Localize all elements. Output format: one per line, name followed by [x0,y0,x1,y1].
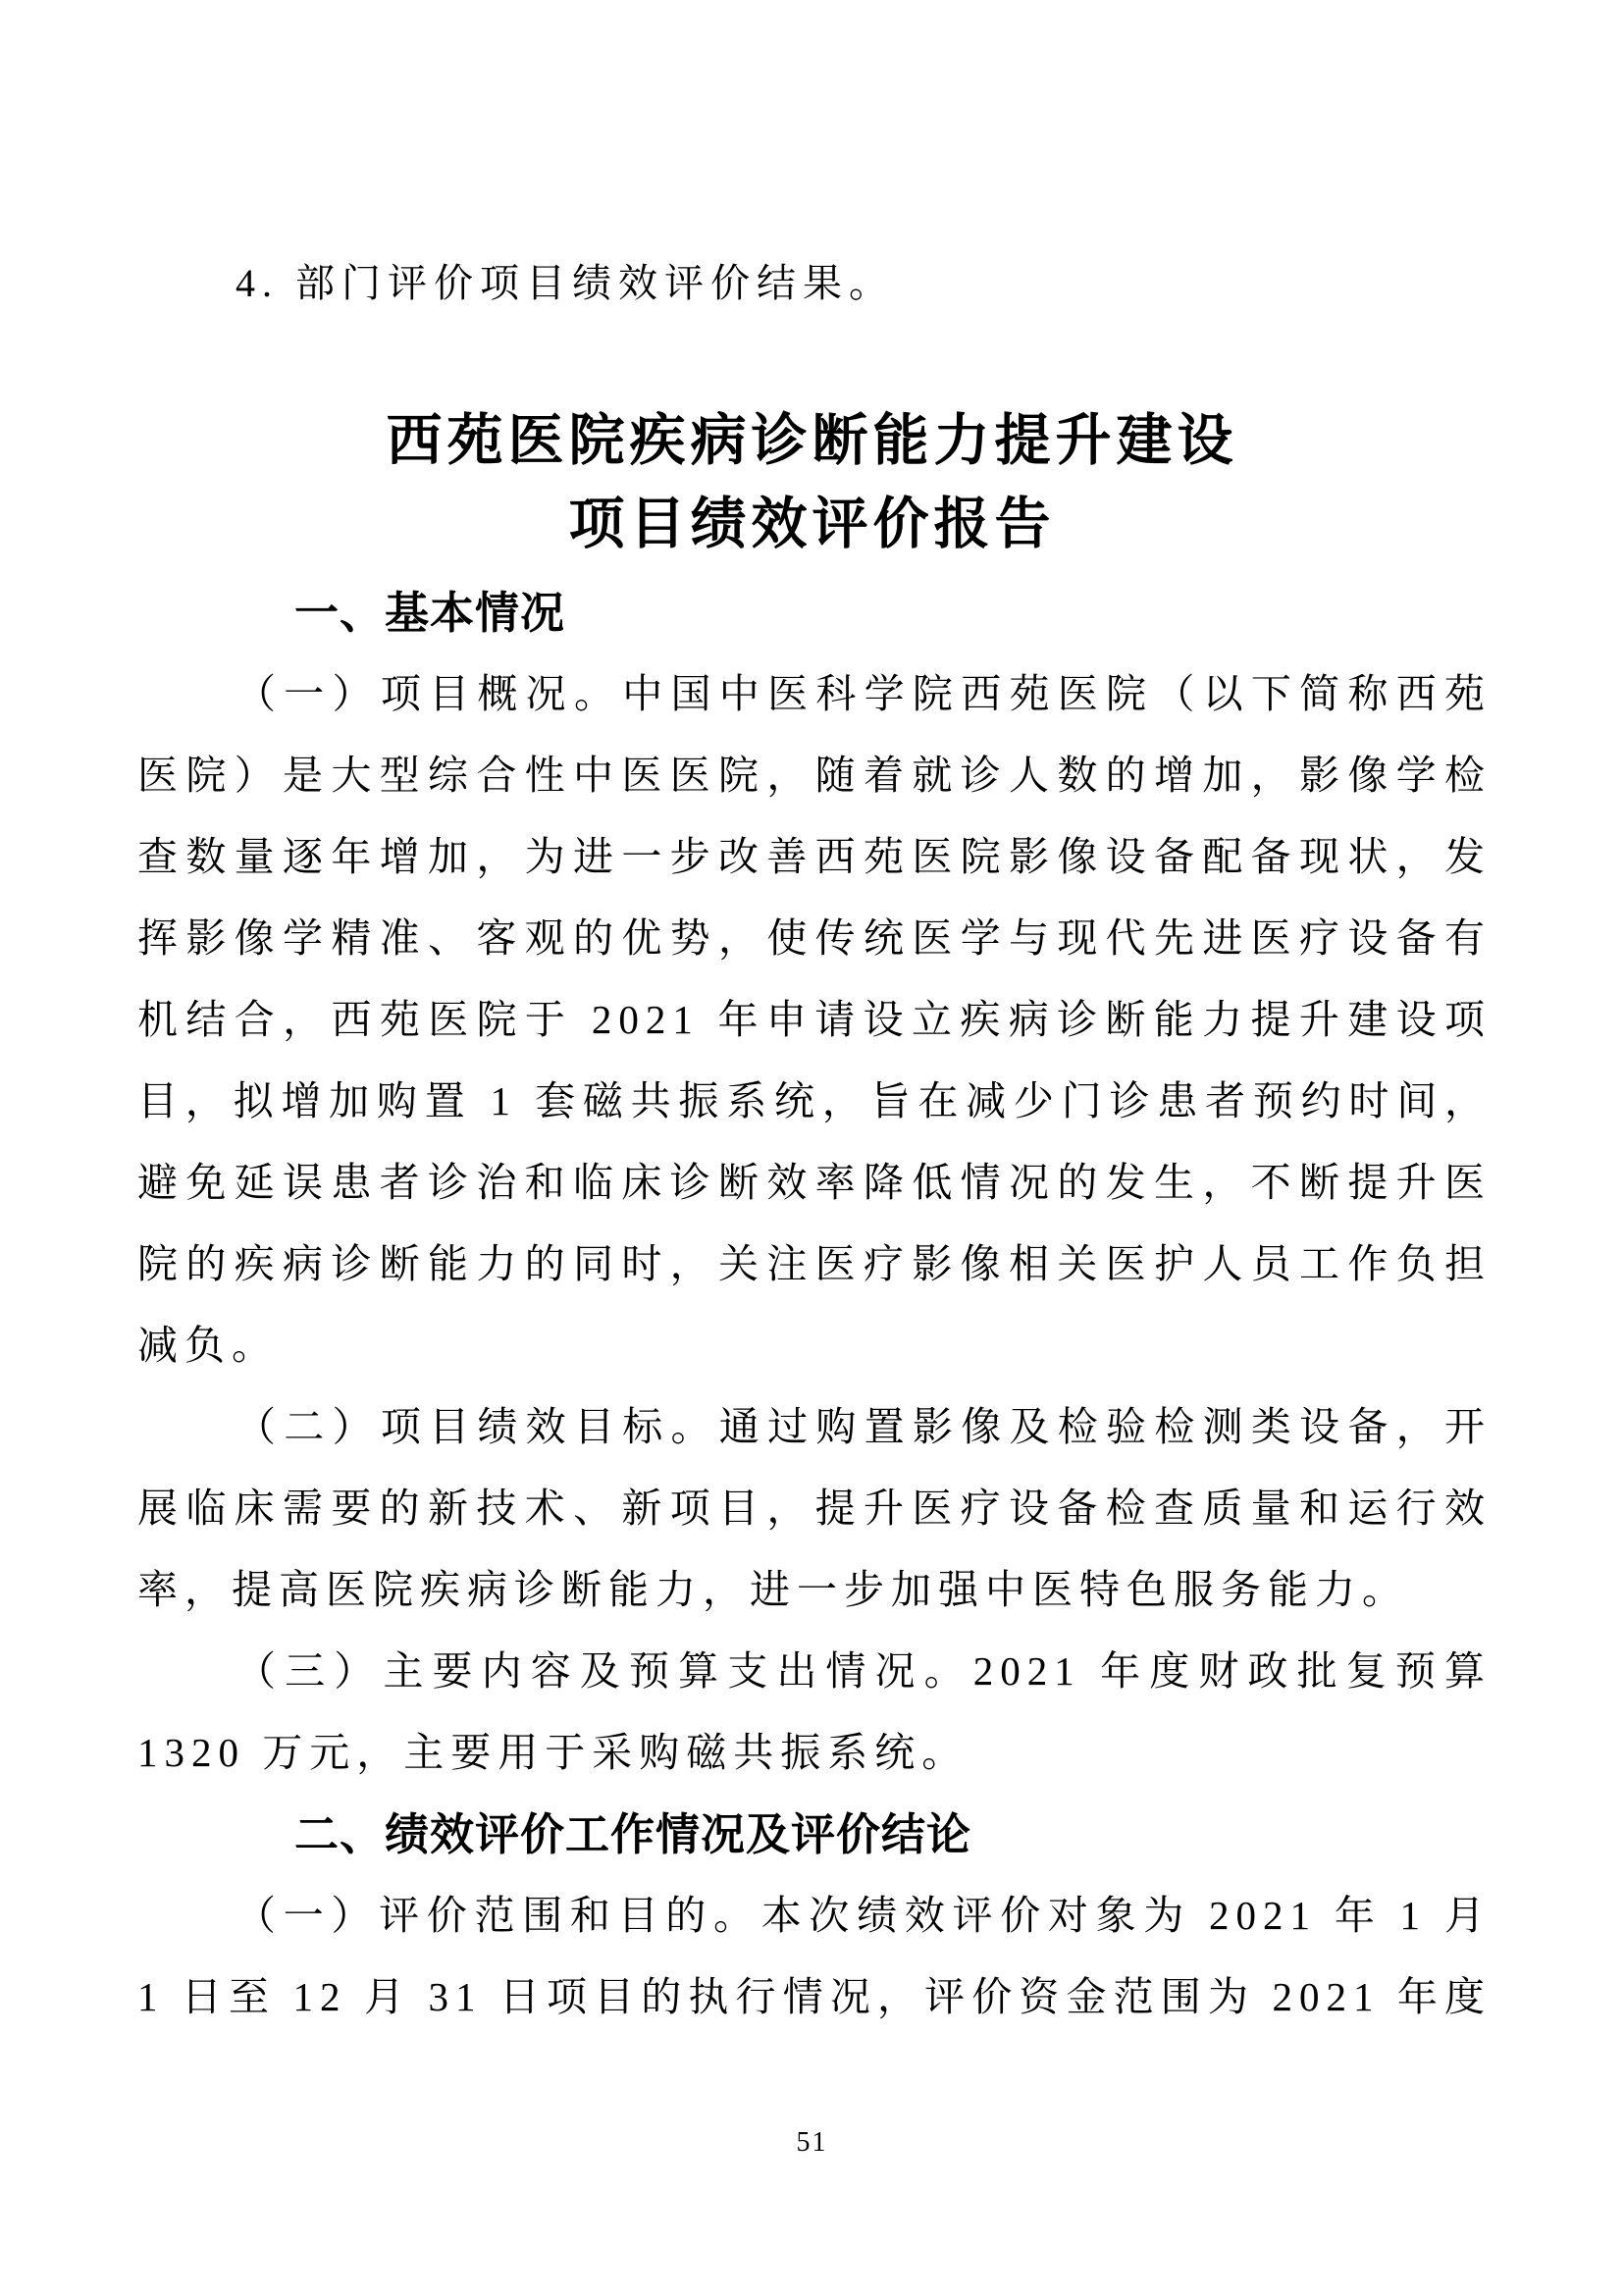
section-heading-evaluation-work: 二、绩效评价工作情况及评价结论 [294,1809,972,1859]
report-title-line2: 项目绩效评价报告 [568,494,1056,555]
paragraph-line: 减负。 [137,1323,279,1368]
paragraph-line: 机结合，西苑医院于 2021 年申请设立疾病诊断能力提升建设项 [137,997,1492,1042]
paragraph-line: （三）主要内容及预算支出情况。2021 年度财政批复预算 [236,1648,1492,1694]
paragraph-line: 展临床需要的新技术、新项目，提升医疗设备检查质量和运行效 [137,1486,1492,1531]
paragraph-line: （二）项目绩效目标。通过购置影像及检验检测类设备，开 [236,1404,1492,1449]
paragraph-line: 避免延误患者诊治和临床诊断效率降低情况的发生，不断提升医 [137,1160,1492,1205]
paragraph-line: 1 日至 12 月 31 日项目的执行情况，评价资金范围为 2021 年度 [137,1974,1492,2019]
paragraph-line: 目，拟增加购置 1 套磁共振系统，旨在减少门诊患者预约时间， [137,1078,1492,1123]
report-title [0,399,1624,566]
page-number: 51 [796,2127,828,2158]
paragraph-line: 挥影像学精准、客观的优势，使传统医学与现代先进医疗设备有 [137,915,1492,961]
paragraph-line: 院的疾病诊断能力的同时，关注医疗影像相关医护人员工作负担 [137,1241,1492,1286]
lead-paragraph: 4. 部门评价项目绩效评价结果。 [236,261,895,305]
section-heading-basic-info: 一、基本情况 [294,588,566,638]
paragraph-line: （一）评价范围和目的。本次绩效评价对象为 2021 年 1 月 [236,1893,1492,1938]
paragraph-line: （一）项目概况。中国中医科学院西苑医院（以下简称西苑 [236,671,1492,716]
paragraph-line: 查数量逐年增加，为进一步改善西苑医院影像设备配备现状，发 [137,834,1492,879]
paragraph-line: 1320 万元，主要用于采购磁共振系统。 [137,1730,969,1775]
report-body [137,572,1492,2038]
paragraph-line: 医院）是大型综合性中医医院，随着就诊人数的增加，影像学检 [137,753,1492,798]
paragraph-line: 率，提高医院疾病诊断能力，进一步加强中医特色服务能力。 [137,1567,1409,1612]
report-title-line1: 西苑医院疾病诊断能力提升建设 [386,410,1238,472]
